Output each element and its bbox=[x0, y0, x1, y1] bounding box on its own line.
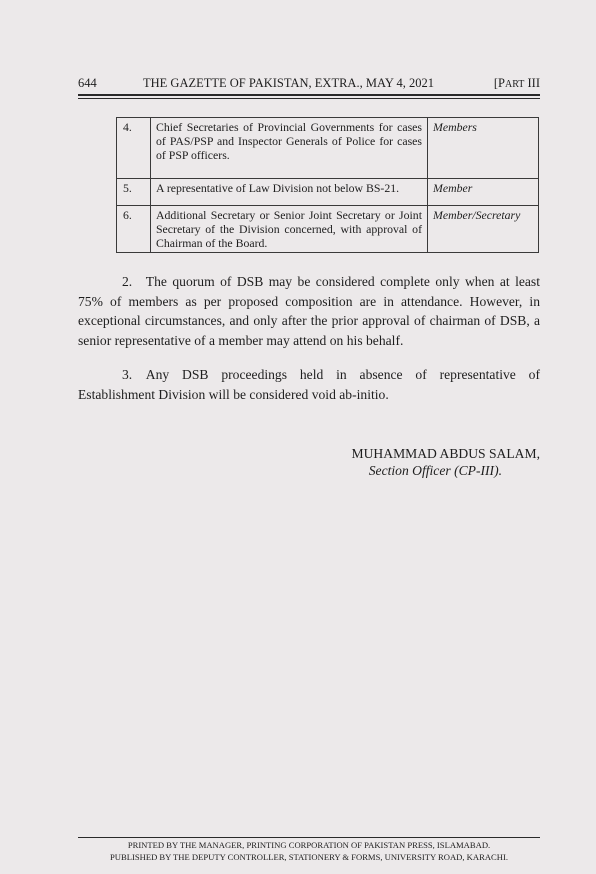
row-description: A representative of Law Division not below BS-21. bbox=[151, 179, 428, 206]
signatory-designation: Section Officer (CP-III). bbox=[368, 463, 502, 478]
part-label-smallcaps: ART bbox=[504, 79, 525, 90]
row-number: 6. bbox=[117, 206, 151, 253]
footer-printed-by: PRINTED BY THE MANAGER, PRINTING CORPORATION OF PAKISTAN PRESS, ISLAMABAD. bbox=[127, 840, 491, 850]
page-header bbox=[78, 76, 540, 94]
signature-block bbox=[300, 445, 540, 479]
row-number: 4. bbox=[117, 118, 151, 179]
page-number: 644 bbox=[78, 76, 97, 90]
table-row bbox=[117, 206, 539, 253]
paragraph-quorum-text: 2. The quorum of DSB may be considered complete only when at least 75% of members as per proposed composition are in attendance. However, in exceptional circumstances, and only after the prior approval of chairman of DSB, a senior representative of a member may attend on his behalf. bbox=[78, 274, 540, 348]
header-rule-thin bbox=[78, 98, 540, 99]
paragraph-void-proceedings bbox=[78, 365, 540, 404]
table-row bbox=[117, 118, 539, 179]
header-rule-thick bbox=[78, 94, 540, 96]
paragraph-void-text: 3. Any DSB proceedings held in absence of representative of Establishment Division will be considered void ab-initio. bbox=[78, 367, 540, 402]
part-label bbox=[494, 76, 540, 91]
row-role: Members bbox=[428, 118, 539, 179]
part-label-prefix: [P bbox=[493, 76, 505, 90]
row-number: 5. bbox=[117, 179, 151, 206]
footer-rule bbox=[78, 837, 540, 838]
row-description: Additional Secretary or Senior Joint Secretary or Joint Secretary of the Division concerned, with approval of Chairman of the Board. bbox=[151, 206, 428, 253]
row-description: Chief Secretaries of Provincial Governments for cases of PAS/PSP and Inspector Generals of Police for cases of PSP officers. bbox=[151, 118, 428, 179]
part-label-number: III bbox=[524, 76, 540, 90]
signatory-name: MUHAMMAD ABDUS SALAM, bbox=[351, 446, 540, 461]
row-role: Member/Secretary bbox=[428, 206, 539, 253]
paragraph-quorum bbox=[78, 272, 540, 350]
row-role: Member bbox=[428, 179, 539, 206]
table-row bbox=[117, 179, 539, 206]
gazette-title: THE GAZETTE OF PAKISTAN, EXTRA., MAY 4, 2021 bbox=[143, 76, 435, 90]
footer-published-by: PUBLISHED BY THE DEPUTY CONTROLLER, STATIONERY & FORMS, UNIVERSITY ROAD, KARACHI. bbox=[110, 851, 508, 862]
page-footer bbox=[78, 840, 540, 863]
board-composition-table bbox=[116, 117, 539, 253]
